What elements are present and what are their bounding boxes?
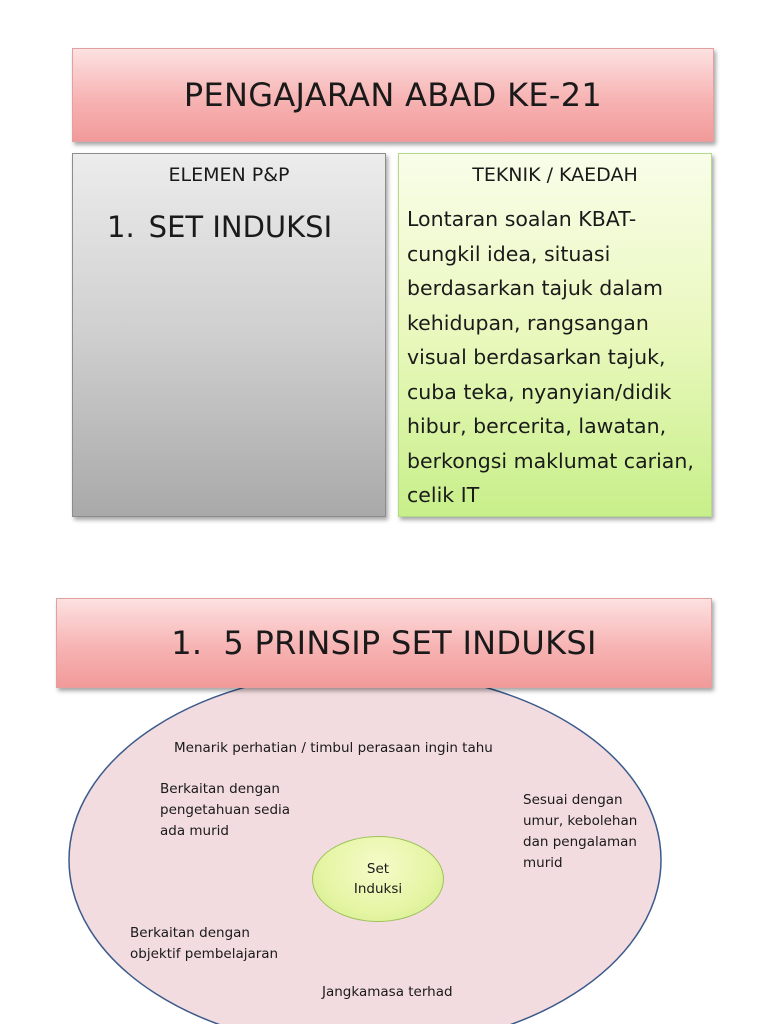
element-panel bbox=[72, 153, 386, 517]
element-panel-header: ELEMEN P&P bbox=[168, 164, 290, 186]
principle-bottom: Jangkamasa terhad bbox=[322, 984, 453, 1000]
slide1-title: PENGAJARAN ABAD KE-21 bbox=[183, 76, 603, 114]
center-node-line2: Induksi bbox=[353, 881, 403, 897]
principle-left-upper: Berkaitan dengan pengetahuan sedia ada murid bbox=[160, 781, 291, 839]
center-node-line1: Set bbox=[366, 861, 390, 877]
principle-right: Sesuai dengan umur, kebolehan dan pengalaman murid bbox=[523, 792, 638, 871]
slide2-title: 1. 5 PRINSIP SET INDUKSI bbox=[171, 624, 597, 662]
slide1-title-bar bbox=[72, 48, 714, 142]
element-item-label: SET INDUKSI bbox=[148, 210, 333, 244]
element-item-number: 1. bbox=[107, 210, 135, 244]
slide2-title-bar bbox=[56, 598, 712, 688]
technique-panel bbox=[398, 153, 712, 517]
center-node bbox=[312, 836, 444, 922]
principle-top: Menarik perhatian / timbul perasaan ingin tahu bbox=[174, 740, 493, 756]
element-item bbox=[107, 210, 332, 244]
principle-left-lower: Berkaitan dengan objektif pembelajaran bbox=[130, 925, 279, 962]
technique-panel-body: Lontaran soalan KBAT-cungkil idea, situasi berdasarkan tajuk dalam kehidupan, rangsangan visual berdasarkan tajuk, cuba teka, nyanyian/didik hibur, bercerita, lawatan, berkongsi maklumat carian, celik IT bbox=[407, 207, 694, 507]
technique-panel-header: TEKNIK / KAEDAH bbox=[472, 164, 638, 186]
